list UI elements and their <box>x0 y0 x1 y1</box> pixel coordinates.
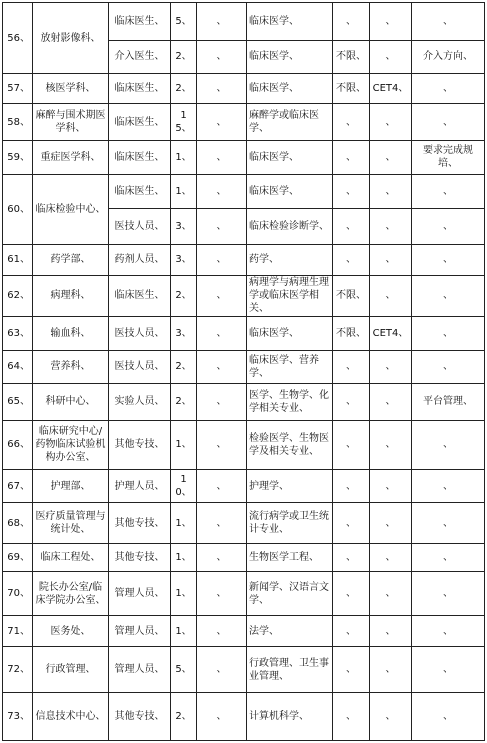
age-cell: 、 <box>333 244 370 275</box>
note-cell: 、 <box>412 351 485 383</box>
english-cell: 、 <box>370 244 412 275</box>
row-number: 68、 <box>3 503 33 544</box>
note-cell: 、 <box>412 543 485 571</box>
headcount-cell: 5、 <box>171 3 197 41</box>
department-cell: 麻醉与围术期医学科、 <box>33 104 109 141</box>
age-cell: 、 <box>333 693 370 741</box>
major-cell: 流行病学或卫生统计专业、 <box>247 503 333 544</box>
row-number: 63、 <box>3 316 33 351</box>
note-cell: 、 <box>412 647 485 693</box>
age-cell: 不限、 <box>333 40 370 73</box>
age-cell: 、 <box>333 421 370 470</box>
major-cell: 医学、生物学、化学相关专业、 <box>247 383 333 421</box>
position-cell: 其他专技、 <box>109 543 171 571</box>
position-cell: 医技人员、 <box>109 209 171 245</box>
department-cell: 行政管理、 <box>33 647 109 693</box>
headcount-cell: 1、 <box>171 174 197 209</box>
department-cell: 医务处、 <box>33 615 109 646</box>
major-cell: 临床医学、 <box>247 3 333 41</box>
headcount-cell: 3、 <box>171 244 197 275</box>
row-number: 70、 <box>3 572 33 616</box>
table-row <box>3 572 485 616</box>
headcount-cell: 1、 <box>171 572 197 616</box>
note-cell: 、 <box>412 693 485 741</box>
position-cell: 护理人员、 <box>109 469 171 502</box>
row-number: 73、 <box>3 693 33 741</box>
major-cell: 病理学与病理生理学或临床医学相关、 <box>247 275 333 316</box>
table-body <box>3 3 485 741</box>
note-cell: 、 <box>412 469 485 502</box>
major-cell: 护理学、 <box>247 469 333 502</box>
english-cell: 、 <box>370 543 412 571</box>
education-cell: 、 <box>197 141 247 174</box>
table-row <box>3 104 485 141</box>
education-cell: 、 <box>197 647 247 693</box>
age-cell: 、 <box>333 383 370 421</box>
education-cell: 、 <box>197 40 247 73</box>
english-cell: 、 <box>370 469 412 502</box>
department-cell: 放射影像科、 <box>33 3 109 74</box>
education-cell: 、 <box>197 572 247 616</box>
table-row <box>3 383 485 421</box>
education-cell: 、 <box>197 174 247 209</box>
headcount-cell: 3、 <box>171 316 197 351</box>
major-cell: 临床检验诊断学、 <box>247 209 333 245</box>
position-cell: 其他专技、 <box>109 503 171 544</box>
major-cell: 行政管理、卫生事业管理、 <box>247 647 333 693</box>
table-row <box>3 74 485 104</box>
row-number: 62、 <box>3 275 33 316</box>
english-cell: 、 <box>370 503 412 544</box>
note-cell: 要求完成规培、 <box>412 141 485 174</box>
position-cell: 药剂人员、 <box>109 244 171 275</box>
age-cell: 、 <box>333 351 370 383</box>
department-cell: 临床研究中心/药物临床试验机构办公室、 <box>33 421 109 470</box>
age-cell: 、 <box>333 503 370 544</box>
table-row <box>3 316 485 351</box>
position-cell: 临床医生、 <box>109 275 171 316</box>
position-cell: 介入医生、 <box>109 40 171 73</box>
position-cell: 管理人员、 <box>109 647 171 693</box>
table-row <box>3 543 485 571</box>
position-cell: 管理人员、 <box>109 572 171 616</box>
note-cell: 、 <box>412 74 485 104</box>
table-row <box>3 141 485 174</box>
major-cell: 生物医学工程、 <box>247 543 333 571</box>
education-cell: 、 <box>197 209 247 245</box>
table-row <box>3 244 485 275</box>
table-row <box>3 275 485 316</box>
english-cell: 、 <box>370 209 412 245</box>
position-cell: 临床医生、 <box>109 141 171 174</box>
education-cell: 、 <box>197 351 247 383</box>
position-cell: 临床医生、 <box>109 174 171 209</box>
table-row <box>3 421 485 470</box>
department-cell: 营养科、 <box>33 351 109 383</box>
major-cell: 检验医学、生物医学及相关专业、 <box>247 421 333 470</box>
headcount-cell: 15、 <box>171 104 197 141</box>
department-cell: 医疗质量管理与统计处、 <box>33 503 109 544</box>
education-cell: 、 <box>197 316 247 351</box>
row-number: 67、 <box>3 469 33 502</box>
row-number: 60、 <box>3 174 33 244</box>
department-cell: 临床工程处、 <box>33 543 109 571</box>
table-row <box>3 503 485 544</box>
note-cell: 、 <box>412 615 485 646</box>
table-row <box>3 174 485 209</box>
age-cell: 、 <box>333 209 370 245</box>
headcount-cell: 2、 <box>171 40 197 73</box>
age-cell: 、 <box>333 572 370 616</box>
department-cell: 临床检验中心、 <box>33 174 109 244</box>
english-cell: CET4、 <box>370 74 412 104</box>
education-cell: 、 <box>197 244 247 275</box>
age-cell: 不限、 <box>333 74 370 104</box>
headcount-cell: 2、 <box>171 275 197 316</box>
position-cell: 临床医生、 <box>109 104 171 141</box>
english-cell: 、 <box>370 275 412 316</box>
note-cell: 、 <box>412 3 485 41</box>
education-cell: 、 <box>197 275 247 316</box>
english-cell: 、 <box>370 421 412 470</box>
age-cell: 、 <box>333 104 370 141</box>
age-cell: 、 <box>333 615 370 646</box>
age-cell: 不限、 <box>333 275 370 316</box>
english-cell: CET4、 <box>370 316 412 351</box>
english-cell: 、 <box>370 40 412 73</box>
major-cell: 临床医学、 <box>247 174 333 209</box>
table-row <box>3 615 485 646</box>
headcount-cell: 1、 <box>171 615 197 646</box>
recruitment-table <box>2 2 485 741</box>
age-cell: 、 <box>333 469 370 502</box>
headcount-cell: 2、 <box>171 351 197 383</box>
note-cell: 、 <box>412 174 485 209</box>
table-row <box>3 647 485 693</box>
age-cell: 、 <box>333 141 370 174</box>
position-cell: 其他专技、 <box>109 421 171 470</box>
row-number: 66、 <box>3 421 33 470</box>
department-cell: 输血科、 <box>33 316 109 351</box>
age-cell: 、 <box>333 647 370 693</box>
education-cell: 、 <box>197 469 247 502</box>
major-cell: 药学、 <box>247 244 333 275</box>
note-cell: 平台管理、 <box>412 383 485 421</box>
position-cell: 其他专技、 <box>109 693 171 741</box>
english-cell: 、 <box>370 572 412 616</box>
english-cell: 、 <box>370 351 412 383</box>
headcount-cell: 10、 <box>171 469 197 502</box>
english-cell: 、 <box>370 647 412 693</box>
note-cell: 介入方向、 <box>412 40 485 73</box>
headcount-cell: 2、 <box>171 74 197 104</box>
education-cell: 、 <box>197 74 247 104</box>
row-number: 58、 <box>3 104 33 141</box>
position-cell: 医技人员、 <box>109 351 171 383</box>
education-cell: 、 <box>197 104 247 141</box>
age-cell: 、 <box>333 3 370 41</box>
major-cell: 临床医学、 <box>247 40 333 73</box>
note-cell: 、 <box>412 104 485 141</box>
education-cell: 、 <box>197 383 247 421</box>
note-cell: 、 <box>412 275 485 316</box>
department-cell: 重症医学科、 <box>33 141 109 174</box>
department-cell: 药学部、 <box>33 244 109 275</box>
row-number: 69、 <box>3 543 33 571</box>
row-number: 57、 <box>3 74 33 104</box>
table-row <box>3 3 485 41</box>
row-number: 59、 <box>3 141 33 174</box>
note-cell: 、 <box>412 503 485 544</box>
major-cell: 新闻学、汉语言文学、 <box>247 572 333 616</box>
major-cell: 临床医学、营养学、 <box>247 351 333 383</box>
headcount-cell: 2、 <box>171 693 197 741</box>
headcount-cell: 1、 <box>171 503 197 544</box>
headcount-cell: 1、 <box>171 141 197 174</box>
row-number: 72、 <box>3 647 33 693</box>
headcount-cell: 5、 <box>171 647 197 693</box>
row-number: 56、 <box>3 3 33 74</box>
education-cell: 、 <box>197 693 247 741</box>
row-number: 64、 <box>3 351 33 383</box>
row-number: 71、 <box>3 615 33 646</box>
age-cell: 、 <box>333 543 370 571</box>
table-row <box>3 469 485 502</box>
english-cell: 、 <box>370 615 412 646</box>
department-cell: 核医学科、 <box>33 74 109 104</box>
table-row <box>3 693 485 741</box>
english-cell: 、 <box>370 104 412 141</box>
note-cell: 、 <box>412 209 485 245</box>
position-cell: 医技人员、 <box>109 316 171 351</box>
headcount-cell: 3、 <box>171 209 197 245</box>
english-cell: 、 <box>370 141 412 174</box>
education-cell: 、 <box>197 503 247 544</box>
major-cell: 临床医学、 <box>247 141 333 174</box>
headcount-cell: 1、 <box>171 543 197 571</box>
position-cell: 临床医生、 <box>109 74 171 104</box>
row-number: 65、 <box>3 383 33 421</box>
english-cell: 、 <box>370 3 412 41</box>
note-cell: 、 <box>412 572 485 616</box>
row-number: 61、 <box>3 244 33 275</box>
english-cell: 、 <box>370 174 412 209</box>
note-cell: 、 <box>412 316 485 351</box>
position-cell: 临床医生、 <box>109 3 171 41</box>
education-cell: 、 <box>197 421 247 470</box>
department-cell: 病理科、 <box>33 275 109 316</box>
major-cell: 麻醉学或临床医学、 <box>247 104 333 141</box>
department-cell: 信息技术中心、 <box>33 693 109 741</box>
education-cell: 、 <box>197 543 247 571</box>
note-cell: 、 <box>412 421 485 470</box>
english-cell: 、 <box>370 383 412 421</box>
table-row <box>3 351 485 383</box>
department-cell: 护理部、 <box>33 469 109 502</box>
position-cell: 管理人员、 <box>109 615 171 646</box>
note-cell: 、 <box>412 244 485 275</box>
headcount-cell: 2、 <box>171 383 197 421</box>
age-cell: 、 <box>333 174 370 209</box>
department-cell: 院长办公室/临床学院办公室、 <box>33 572 109 616</box>
major-cell: 临床医学、 <box>247 316 333 351</box>
major-cell: 法学、 <box>247 615 333 646</box>
age-cell: 不限、 <box>333 316 370 351</box>
english-cell: 、 <box>370 693 412 741</box>
education-cell: 、 <box>197 3 247 41</box>
position-cell: 实验人员、 <box>109 383 171 421</box>
major-cell: 计算机科学、 <box>247 693 333 741</box>
major-cell: 临床医学、 <box>247 74 333 104</box>
department-cell: 科研中心、 <box>33 383 109 421</box>
headcount-cell: 1、 <box>171 421 197 470</box>
education-cell: 、 <box>197 615 247 646</box>
